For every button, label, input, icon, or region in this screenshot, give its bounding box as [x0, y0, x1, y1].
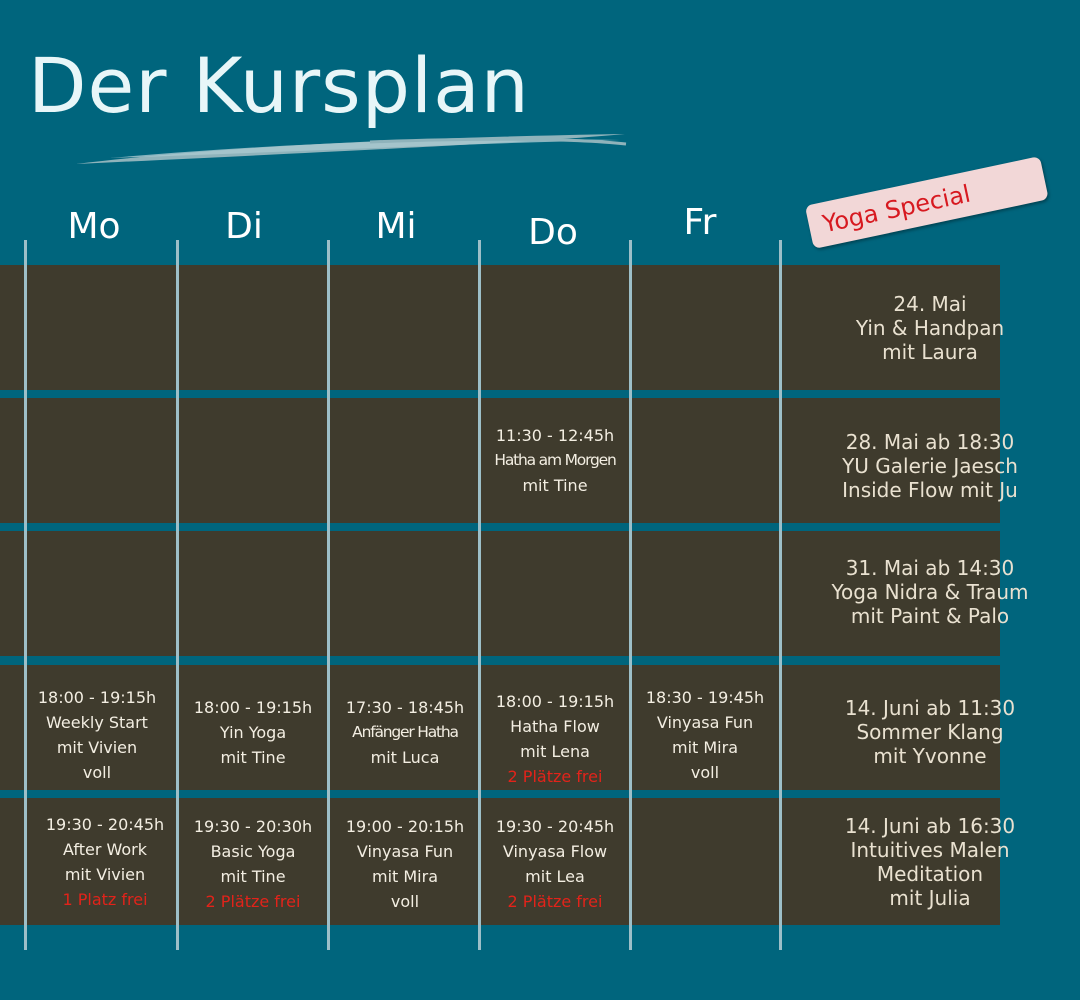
- course-time: 17:30 - 18:45h: [345, 698, 465, 717]
- special-title: YU Galerie Jaesch: [842, 454, 1018, 478]
- course-status: 2 Plätze frei: [507, 892, 603, 911]
- course-name: Hatha am Morgen: [494, 451, 616, 469]
- course-name: Weekly Start: [46, 713, 148, 732]
- day-header-fr: Fr: [683, 202, 717, 243]
- course-teacher: mit Mira: [371, 867, 439, 886]
- special-event: [780, 556, 1080, 628]
- course-status: voll: [390, 892, 420, 911]
- course-name: Vinyasa Fun: [356, 842, 454, 861]
- special-date: 14. Juni ab 16:30: [844, 814, 1016, 838]
- day-header-do: Do: [528, 212, 578, 253]
- course-slot: [480, 423, 630, 498]
- day-header-di: Di: [225, 206, 263, 247]
- special-title: Yin & Handpan: [855, 316, 1005, 340]
- special-title: Yoga Nidra & Traum: [831, 580, 1029, 604]
- course-slot: [30, 812, 180, 912]
- special-date: 31. Mai ab 14:30: [845, 556, 1015, 580]
- special-subtitle: Meditation: [876, 862, 984, 886]
- special-teacher: mit Yvonne: [873, 744, 987, 768]
- special-event: [780, 696, 1080, 768]
- special-teacher: Inside Flow mit Ju: [842, 478, 1018, 502]
- special-date: 14. Juni ab 11:30: [844, 696, 1016, 720]
- special-teacher: mit Paint & Palo: [850, 604, 1010, 628]
- course-slot: [480, 814, 630, 914]
- course-status: 2 Plätze frei: [205, 892, 301, 911]
- yoga-special-badge: Yoga Special: [805, 156, 1049, 249]
- course-time: 19:30 - 20:45h: [45, 815, 165, 834]
- special-date: 24. Mai: [893, 292, 967, 316]
- brush-underline: [70, 128, 640, 172]
- course-time: 18:00 - 19:15h: [495, 692, 615, 711]
- course-slot: [178, 695, 328, 770]
- special-teacher: mit Julia: [889, 886, 971, 910]
- course-teacher: mit Vivien: [64, 865, 146, 884]
- course-name: Anfänger Hatha: [352, 723, 458, 741]
- special-title: Intuitives Malen: [850, 838, 1010, 862]
- course-status: 2 Plätze frei: [507, 767, 603, 786]
- course-name: Vinyasa Flow: [502, 842, 608, 861]
- course-status: voll: [690, 763, 720, 782]
- course-status: voll: [82, 763, 112, 782]
- course-name: After Work: [62, 840, 148, 859]
- course-time: 18:30 - 19:45h: [645, 688, 765, 707]
- special-event: [780, 430, 1080, 502]
- course-name: Basic Yoga: [210, 842, 296, 861]
- course-time: 18:00 - 19:15h: [37, 688, 157, 707]
- course-teacher: mit Tine: [220, 867, 286, 886]
- course-status: 1 Platz frei: [62, 890, 148, 909]
- column-divider: [24, 240, 27, 950]
- course-name: Hatha Flow: [510, 717, 600, 736]
- course-time: 19:30 - 20:45h: [495, 817, 615, 836]
- course-slot: [178, 814, 328, 914]
- course-teacher: mit Lea: [525, 867, 585, 886]
- day-header-mi: Mi: [375, 206, 417, 247]
- course-name: Yin Yoga: [219, 723, 287, 742]
- special-event: [780, 814, 1080, 910]
- course-teacher: mit Tine: [522, 476, 588, 495]
- course-teacher: mit Luca: [370, 748, 440, 767]
- course-slot: [630, 685, 780, 785]
- course-slot: [22, 685, 172, 785]
- special-teacher: mit Laura: [882, 340, 978, 364]
- course-time: 19:00 - 20:15h: [345, 817, 465, 836]
- course-slot: [480, 689, 630, 789]
- course-time: 11:30 - 12:45h: [495, 426, 615, 445]
- page-title: Der Kursplan: [28, 41, 530, 130]
- special-date: 28. Mai ab 18:30: [845, 430, 1015, 454]
- course-time: 18:00 - 19:15h: [193, 698, 313, 717]
- course-teacher: mit Vivien: [56, 738, 138, 757]
- course-name: Vinyasa Fun: [656, 713, 754, 732]
- special-event: [780, 292, 1080, 364]
- course-teacher: mit Tine: [220, 748, 286, 767]
- course-slot: [330, 814, 480, 914]
- course-slot: [330, 695, 480, 770]
- faded-text: [40, 412, 170, 436]
- special-title: Sommer Klang: [856, 720, 1004, 744]
- course-teacher: mit Mira: [671, 738, 739, 757]
- course-teacher: mit Lena: [520, 742, 590, 761]
- course-time: 19:30 - 20:30h: [193, 817, 313, 836]
- day-header-mo: Mo: [67, 206, 121, 247]
